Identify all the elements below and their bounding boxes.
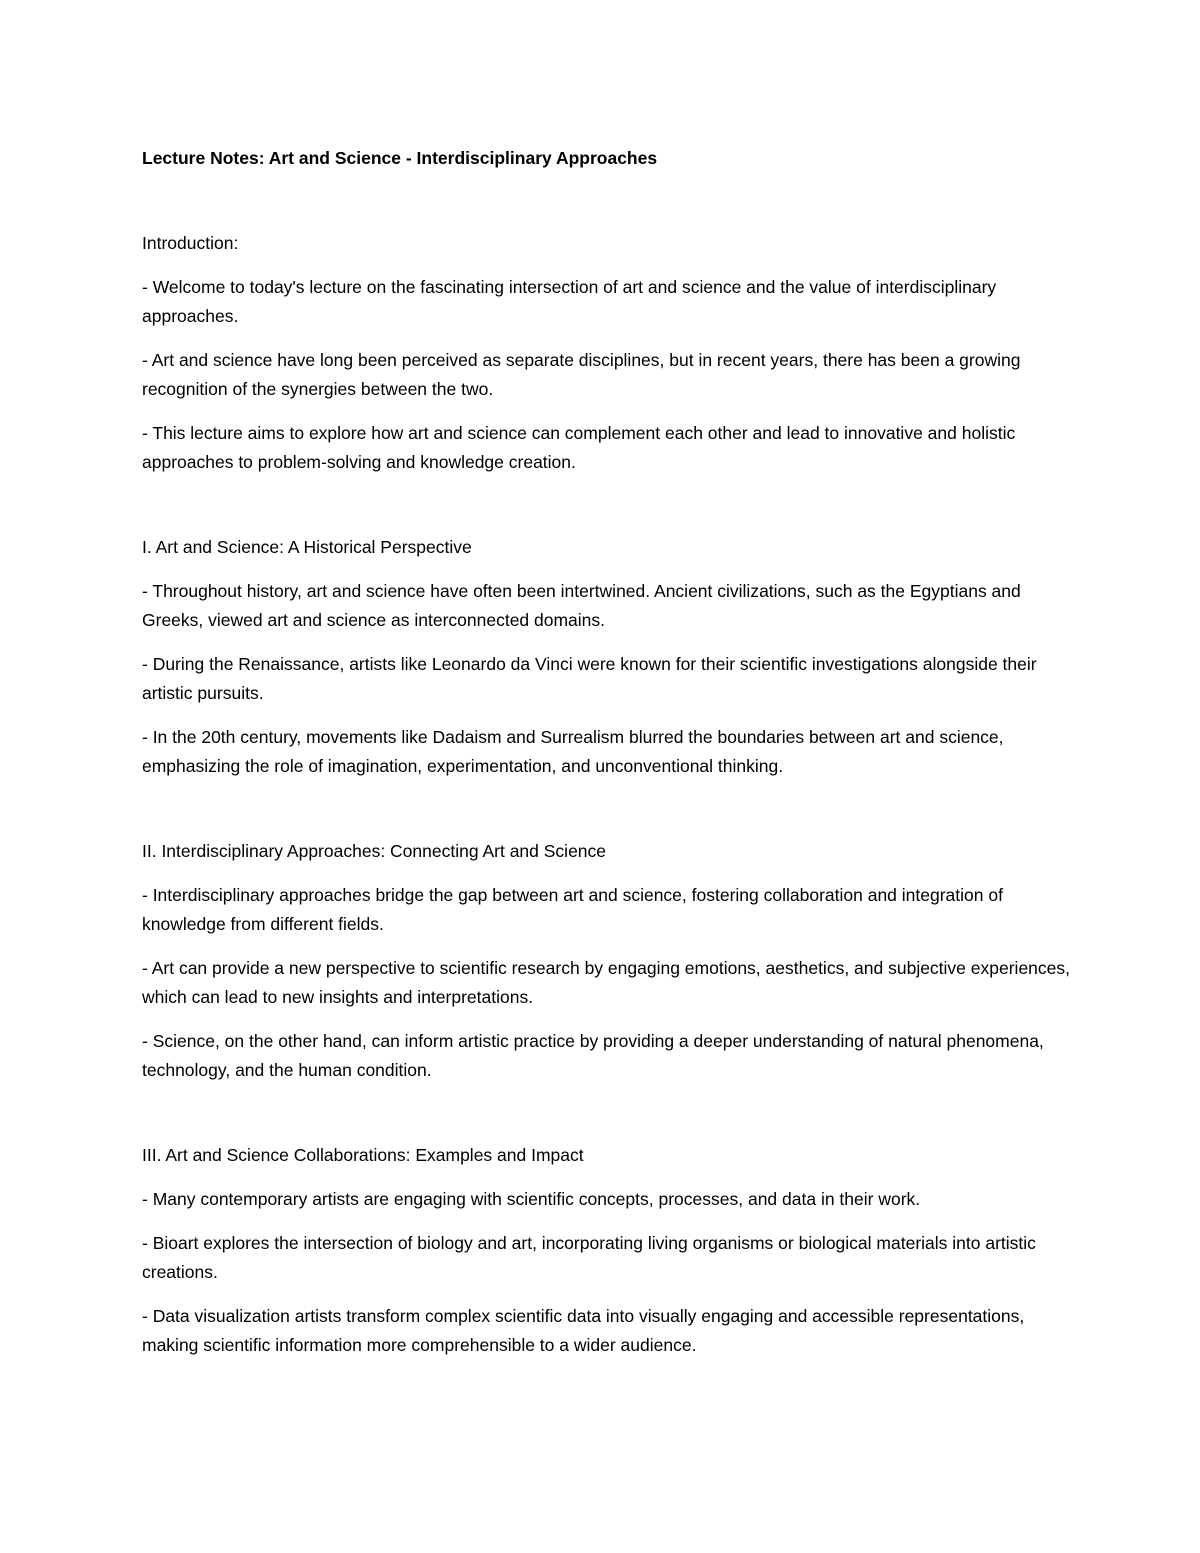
paragraph: - Science, on the other hand, can inform artistic practice by providing a deeper understanding of natural phenomena, technology, and the human condition. xyxy=(142,1031,1044,1080)
section-heading: I. Art and Science: A Historical Perspective xyxy=(142,537,472,557)
paragraph: - During the Renaissance, artists like Leonardo da Vinci were known for their scientific investigations alongside their artistic pursuits. xyxy=(142,654,1037,703)
section-introduction xyxy=(142,229,1072,477)
section-heading: III. Art and Science Collaborations: Examples and Impact xyxy=(142,1145,584,1165)
paragraph: - Art and science have long been perceived as separate disciplines, but in recent years, there has been a growing recognition of the synergies between the two. xyxy=(142,350,1021,399)
paragraph: - Bioart explores the intersection of biology and art, incorporating living organisms or biological materials into artistic creations. xyxy=(142,1233,1036,1282)
paragraph: - Welcome to today's lecture on the fascinating intersection of art and science and the value of interdisciplinary approaches. xyxy=(142,277,997,326)
section-heading: II. Interdisciplinary Approaches: Connecting Art and Science xyxy=(142,841,607,861)
document-body xyxy=(142,144,1072,1360)
paragraph: - Interdisciplinary approaches bridge the gap between art and science, fostering collaboration and integration of knowledge from different fields. xyxy=(142,885,1003,934)
document-title: Lecture Notes: Art and Science - Interdisciplinary Approaches xyxy=(142,148,658,168)
section-historical-perspective xyxy=(142,533,1072,781)
paragraph: - Data visualization artists transform complex scientific data into visually engaging and accessible representations, making scientific information more comprehensible to a wider audience. xyxy=(142,1306,1025,1355)
paragraph: - Art can provide a new perspective to scientific research by engaging emotions, aesthetics, and subjective experiences, which can lead to new insights and interpretations. xyxy=(142,958,1071,1007)
paragraph: - Throughout history, art and science have often been intertwined. Ancient civilizations, such as the Egyptians and Greeks, viewed art and science as interconnected domains. xyxy=(142,581,1021,630)
section-collaborations xyxy=(142,1141,1072,1360)
paragraph: - This lecture aims to explore how art and science can complement each other and lead to innovative and holistic approaches to problem-solving and knowledge creation. xyxy=(142,423,1016,472)
paragraph: - Many contemporary artists are engaging with scientific concepts, processes, and data in their work. xyxy=(142,1189,921,1209)
paragraph: - In the 20th century, movements like Dadaism and Surrealism blurred the boundaries between art and science, emphasizing the role of imagination, experimentation, and unconventional thinking. xyxy=(142,727,1004,776)
section-interdisciplinary-approaches xyxy=(142,837,1072,1085)
section-heading: Introduction: xyxy=(142,233,239,253)
